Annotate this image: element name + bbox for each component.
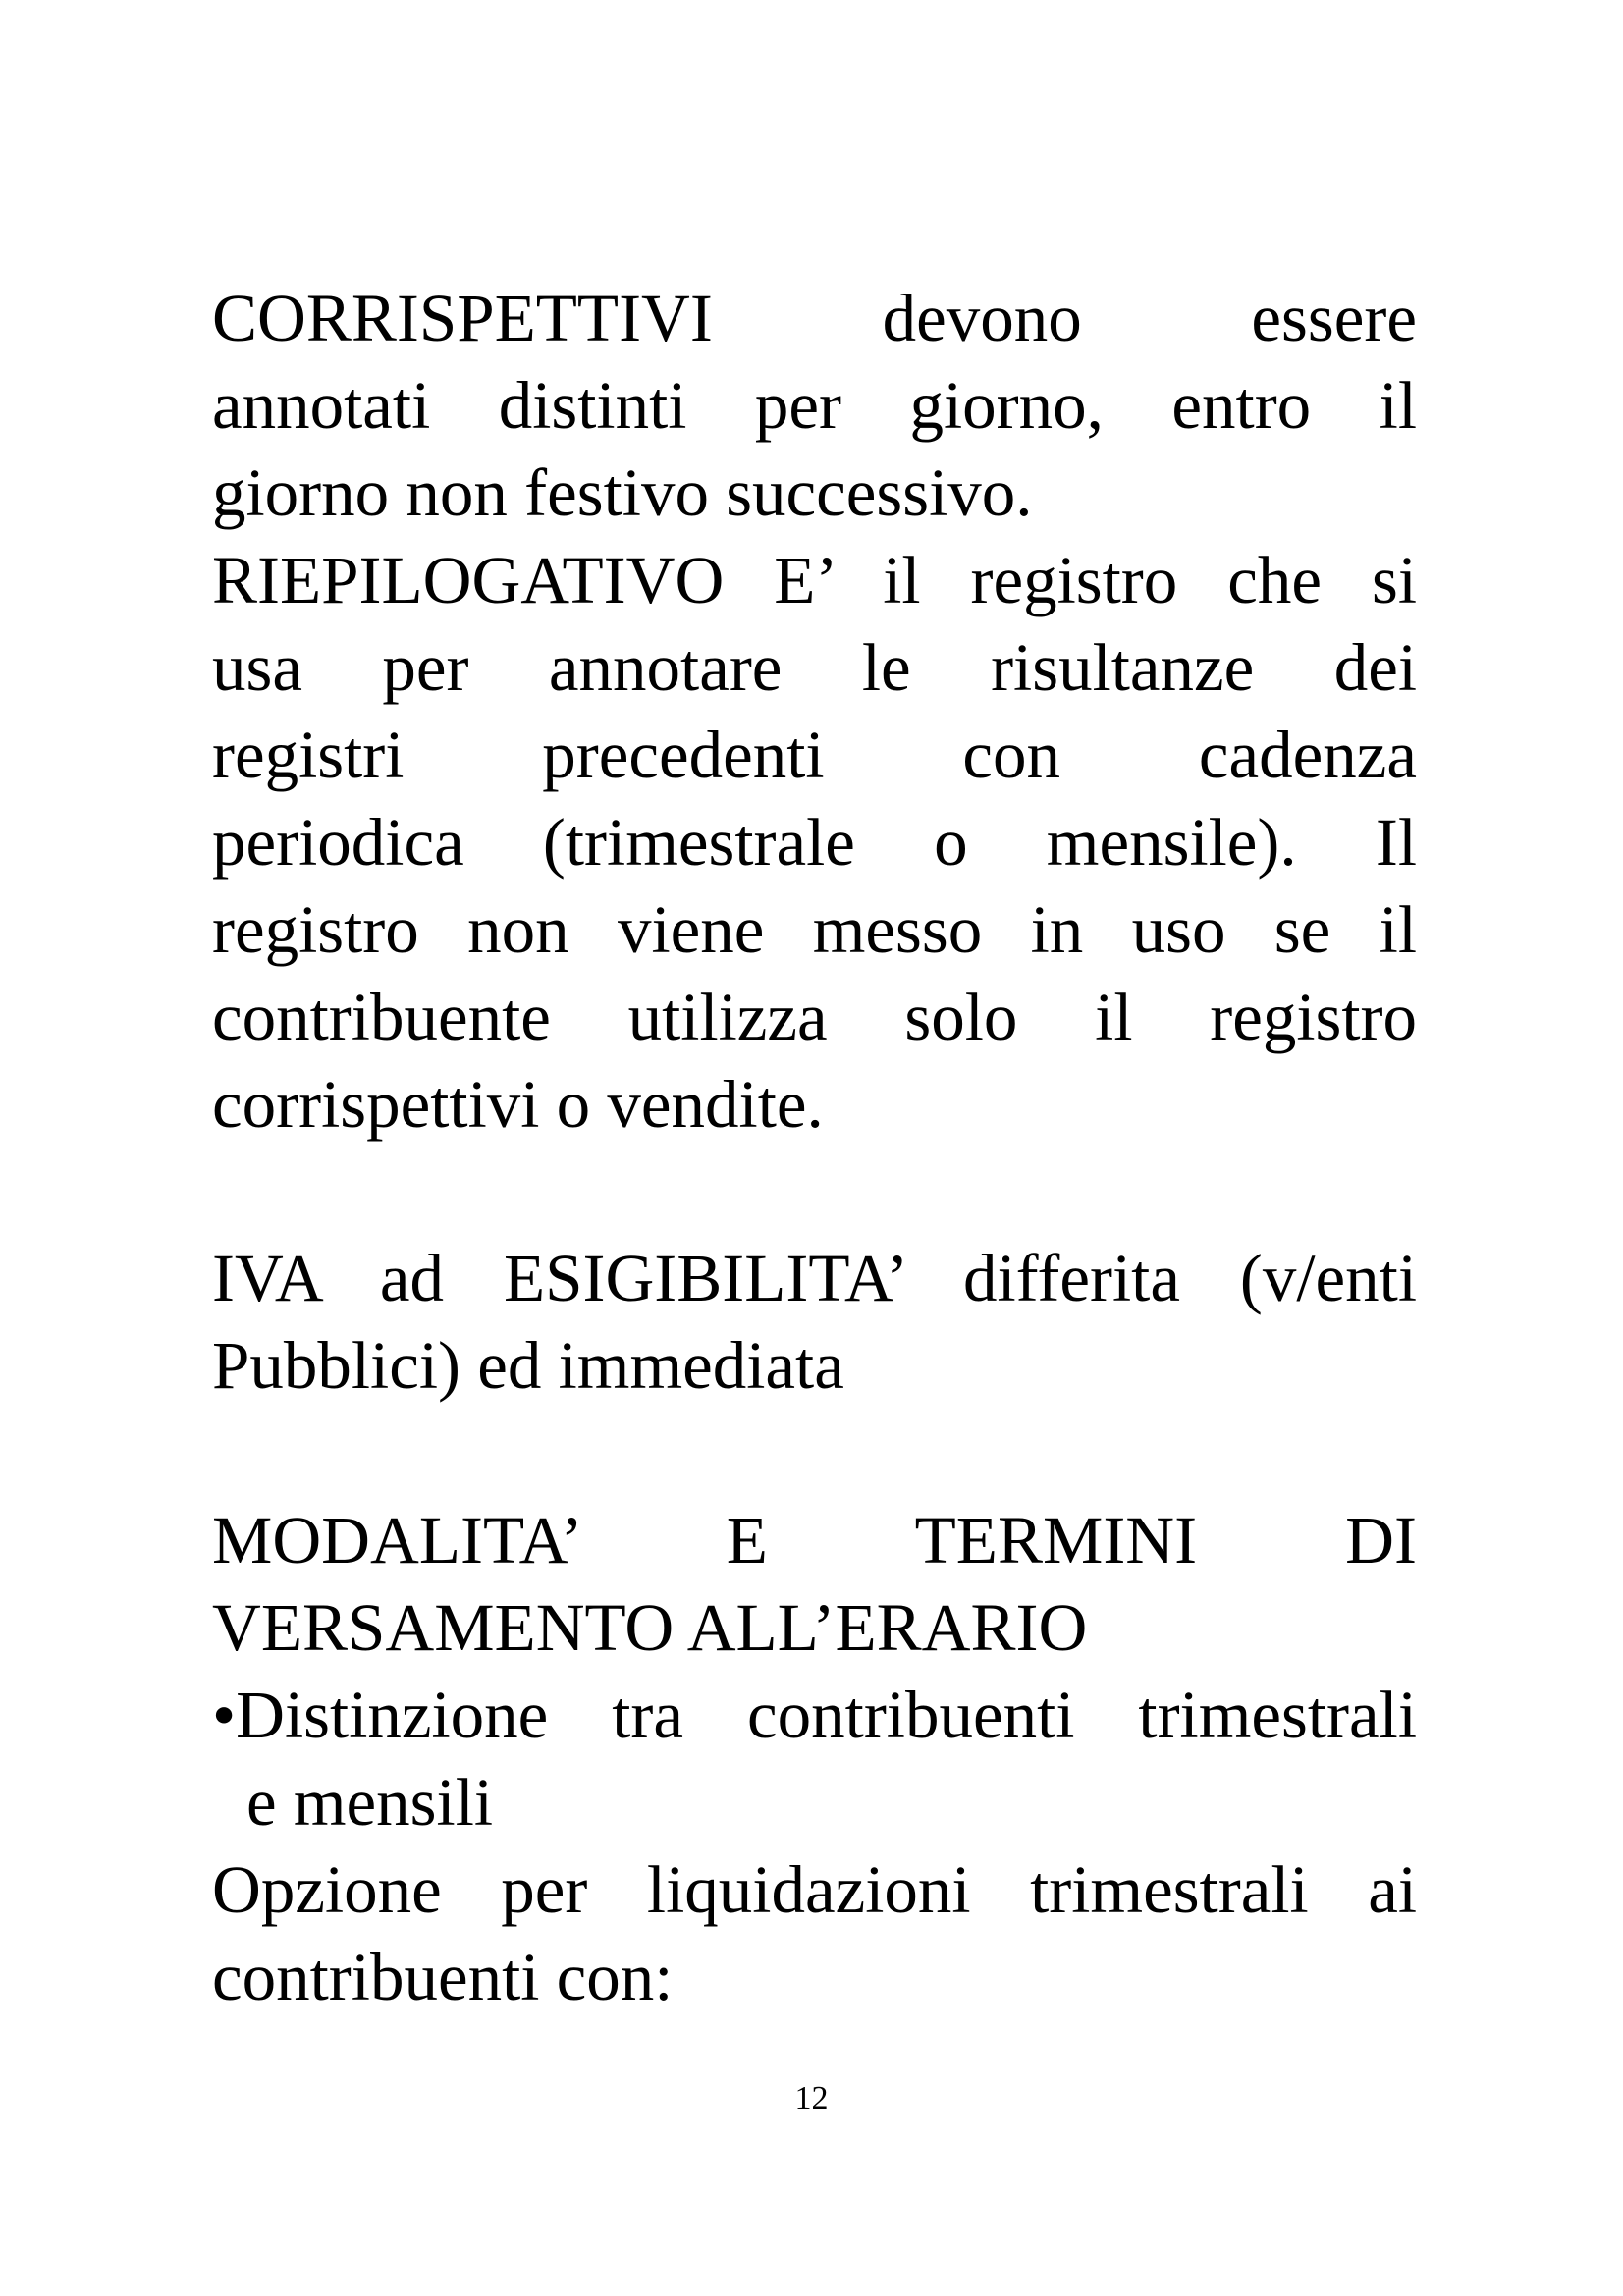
paragraph-line: registro non viene messo in uso se il bbox=[212, 892, 1417, 967]
corrispettivi-paragraph bbox=[212, 275, 1417, 537]
bullet-continuation-line: e mensili bbox=[246, 1765, 494, 1840]
paragraph-line: registri precedenti con cadenza bbox=[212, 718, 1417, 792]
bullet-item bbox=[212, 1672, 1417, 1846]
riepilogativo-paragraph bbox=[212, 537, 1417, 1148]
section-heading-line: MODALITA’ E TERMINI DI bbox=[212, 1503, 1417, 1577]
paragraph-line: annotati distinti per giorno, entro il bbox=[212, 368, 1417, 443]
page-number: 12 bbox=[794, 2080, 829, 2116]
paragraph-line: usa per annotare le risultanze dei bbox=[212, 630, 1417, 705]
paragraph-line: IVA ad ESIGIBILITA’ differita (v/enti bbox=[212, 1241, 1417, 1315]
modalita-heading bbox=[212, 1497, 1417, 1672]
paragraph-line: contribuente utilizza solo il registro bbox=[212, 980, 1417, 1054]
paragraph-line: corrispettivi o vendite. bbox=[212, 1067, 824, 1142]
paragraph-line: CORRISPETTIVI devono essere bbox=[212, 281, 1417, 355]
paragraph-line: contribuenti con: bbox=[212, 1940, 674, 2014]
bullet-line bbox=[212, 1672, 1417, 1759]
iva-paragraph bbox=[212, 1235, 1417, 1410]
paragraph-line: giorno non festivo successivo. bbox=[212, 455, 1033, 530]
bullet-text: Distinzione tra contribuenti trimestrali bbox=[236, 1678, 1417, 1752]
section-heading-line: VERSAMENTO ALL’ERARIO bbox=[212, 1590, 1088, 1665]
paragraph-line: periodica (trimestrale o mensile). Il bbox=[212, 805, 1417, 880]
option-paragraph bbox=[212, 1846, 1417, 2021]
bullet-glyph: • bbox=[212, 1678, 237, 1752]
paragraph-line: Pubblici) ed immediata bbox=[212, 1328, 844, 1403]
paragraph-line: RIEPILOGATIVO E’ il registro che si bbox=[212, 543, 1417, 617]
paragraph-line: Opzione per liquidazioni trimestrali ai bbox=[212, 1852, 1417, 1927]
